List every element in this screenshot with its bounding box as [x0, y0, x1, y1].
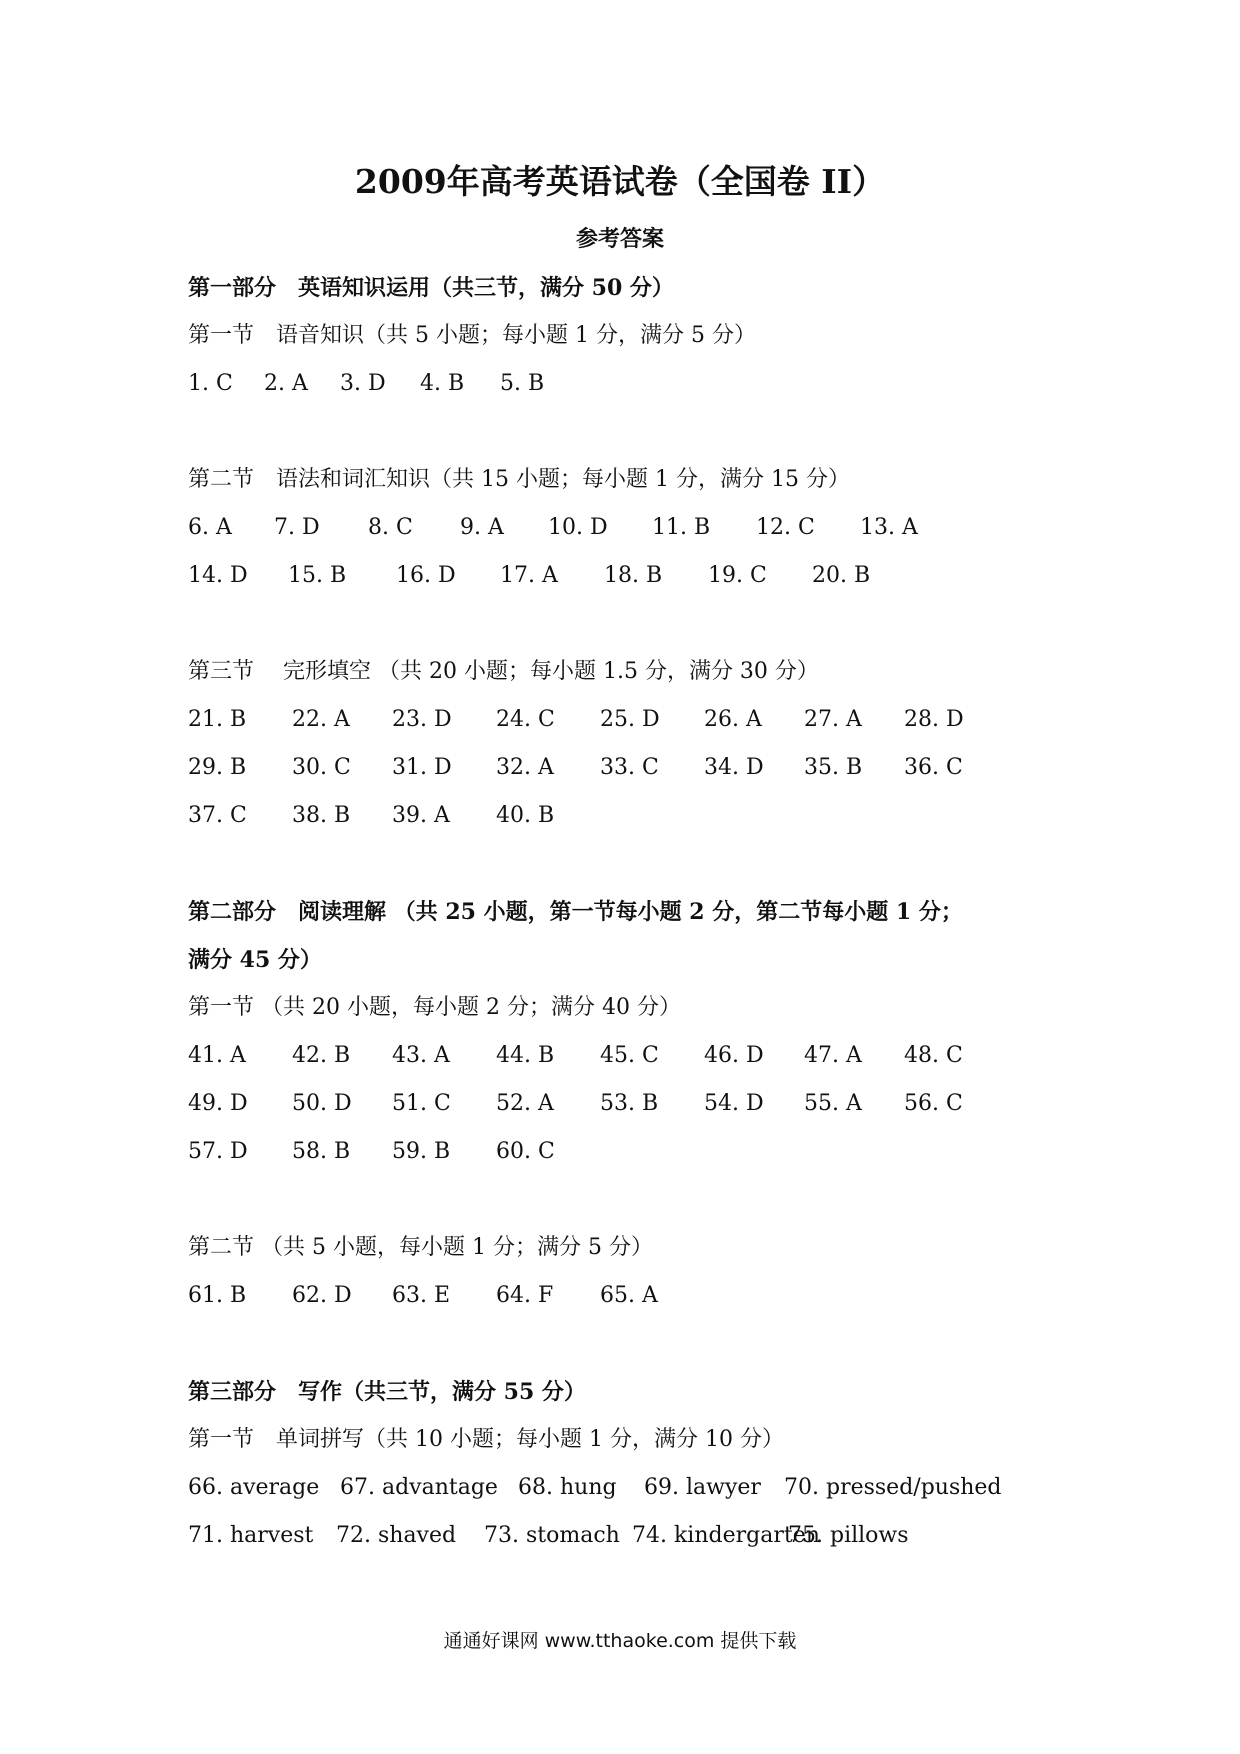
answer-item: 24. C: [496, 707, 555, 732]
answer-item: 18. B: [604, 563, 663, 588]
part1-section1-heading: 第一节 语音知识（共 5 小题；每小题 1 分，满分 5 分）: [188, 323, 756, 348]
answer-item: 16. D: [396, 563, 456, 588]
answer-item: 71. harvest: [188, 1523, 314, 1548]
answer-item: 52. A: [496, 1091, 554, 1116]
answer-item: 5. B: [500, 371, 545, 396]
answer-item: 33. C: [600, 755, 659, 780]
answer-item: 65. A: [600, 1283, 658, 1308]
answer-item: 60. C: [496, 1139, 555, 1164]
answer-item: 74. kindergarten: [632, 1523, 820, 1548]
answer-item: 17. A: [500, 563, 558, 588]
answer-item: 46. D: [704, 1043, 764, 1068]
answer-item: 26. A: [704, 707, 762, 732]
answer-item: 30. C: [292, 755, 351, 780]
answer-item: 63. E: [392, 1283, 451, 1308]
answer-item: 15. B: [288, 563, 347, 588]
answer-item: 50. D: [292, 1091, 352, 1116]
answer-item: 68. hung: [518, 1475, 617, 1500]
answer-item: 34. D: [704, 755, 764, 780]
page-title: 2009年高考英语试卷（全国卷 II）: [354, 162, 886, 201]
answer-item: 49. D: [188, 1091, 248, 1116]
answer-item: 54. D: [704, 1091, 764, 1116]
answer-item: 64. F: [496, 1283, 554, 1308]
part3-section1-heading: 第一节 单词拼写（共 10 小题；每小题 1 分，满分 10 分）: [188, 1427, 784, 1452]
answer-item: 4. B: [420, 371, 465, 396]
answer-item: 14. D: [188, 563, 248, 588]
answer-item: 6. A: [188, 515, 232, 540]
answer-item: 2. A: [264, 371, 308, 396]
answer-item: 51. C: [392, 1091, 451, 1116]
answer-item: 40. B: [496, 803, 555, 828]
answer-item: 58. B: [292, 1139, 351, 1164]
answer-item: 8. C: [368, 515, 413, 540]
answer-item: 1. C: [188, 371, 233, 396]
answer-item: 41. A: [188, 1043, 246, 1068]
answer-item: 32. A: [496, 755, 554, 780]
answer-item: 13. A: [860, 515, 918, 540]
answer-item: 42. B: [292, 1043, 351, 1068]
answer-item: 66. average: [188, 1475, 320, 1500]
part2-section1-heading: 第一节 （共 20 小题，每小题 2 分；满分 40 分）: [188, 995, 681, 1020]
part1-heading: 第一部分 英语知识运用（共三节，满分 50 分）: [188, 275, 674, 301]
answer-item: 21. B: [188, 707, 247, 732]
answer-item: 9. A: [460, 515, 504, 540]
answer-item: 53. B: [600, 1091, 659, 1116]
answer-item: 10. D: [548, 515, 608, 540]
answer-item: 67. advantage: [340, 1475, 498, 1500]
answer-item: 38. B: [292, 803, 351, 828]
answer-item: 29. B: [188, 755, 247, 780]
answer-item: 59. B: [392, 1139, 451, 1164]
answer-item: 23. D: [392, 707, 452, 732]
answer-item: 55. A: [804, 1091, 862, 1116]
part1-section2-heading: 第二节 语法和词汇知识（共 15 小题；每小题 1 分，满分 15 分）: [188, 467, 850, 492]
download-footer: 通通好课网 www.tthaoke.com 提供下载: [443, 1630, 797, 1652]
answer-item: 11. B: [652, 515, 711, 540]
answer-item: 28. D: [904, 707, 964, 732]
answer-item: 31. D: [392, 755, 452, 780]
answer-item: 73. stomach: [484, 1523, 620, 1548]
part2-section2-heading: 第二节 （共 5 小题，每小题 1 分；满分 5 分）: [188, 1235, 653, 1260]
answer-item: 57. D: [188, 1139, 248, 1164]
answer-item: 7. D: [274, 515, 320, 540]
answer-item: 22. A: [292, 707, 350, 732]
answer-item: 62. D: [292, 1283, 352, 1308]
answer-item: 75. pillows: [788, 1523, 909, 1548]
answer-item: 72. shaved: [336, 1523, 457, 1548]
answer-item: 39. A: [392, 803, 450, 828]
answer-item: 43. A: [392, 1043, 450, 1068]
answer-item: 70. pressed/pushed: [784, 1475, 1002, 1500]
answer-item: 37. C: [188, 803, 247, 828]
answer-item: 48. C: [904, 1043, 963, 1068]
answer-item: 69. lawyer: [644, 1475, 761, 1500]
answer-item: 47. A: [804, 1043, 862, 1068]
part2-heading-line2: 满分 45 分）: [188, 947, 322, 973]
answer-item: 27. A: [804, 707, 862, 732]
answer-item: 35. B: [804, 755, 863, 780]
page-subtitle: 参考答案: [575, 226, 664, 252]
part2-heading-line1: 第二部分 阅读理解 （共 25 小题，第一节每小题 2 分，第二节每小题 1 分；: [188, 899, 963, 925]
answer-item: 61. B: [188, 1283, 247, 1308]
part1-section3-heading: 第三节 完形填空 （共 20 小题；每小题 1.5 分，满分 30 分）: [188, 659, 819, 684]
answer-item: 45. C: [600, 1043, 659, 1068]
part3-heading: 第三部分 写作（共三节，满分 55 分）: [188, 1379, 586, 1405]
answer-item: 56. C: [904, 1091, 963, 1116]
answer-item: 3. D: [340, 371, 386, 396]
answer-item: 12. C: [756, 515, 815, 540]
answer-item: 20. B: [812, 563, 871, 588]
answer-item: 25. D: [600, 707, 660, 732]
answer-item: 36. C: [904, 755, 963, 780]
answer-item: 19. C: [708, 563, 767, 588]
answer-item: 44. B: [496, 1043, 555, 1068]
